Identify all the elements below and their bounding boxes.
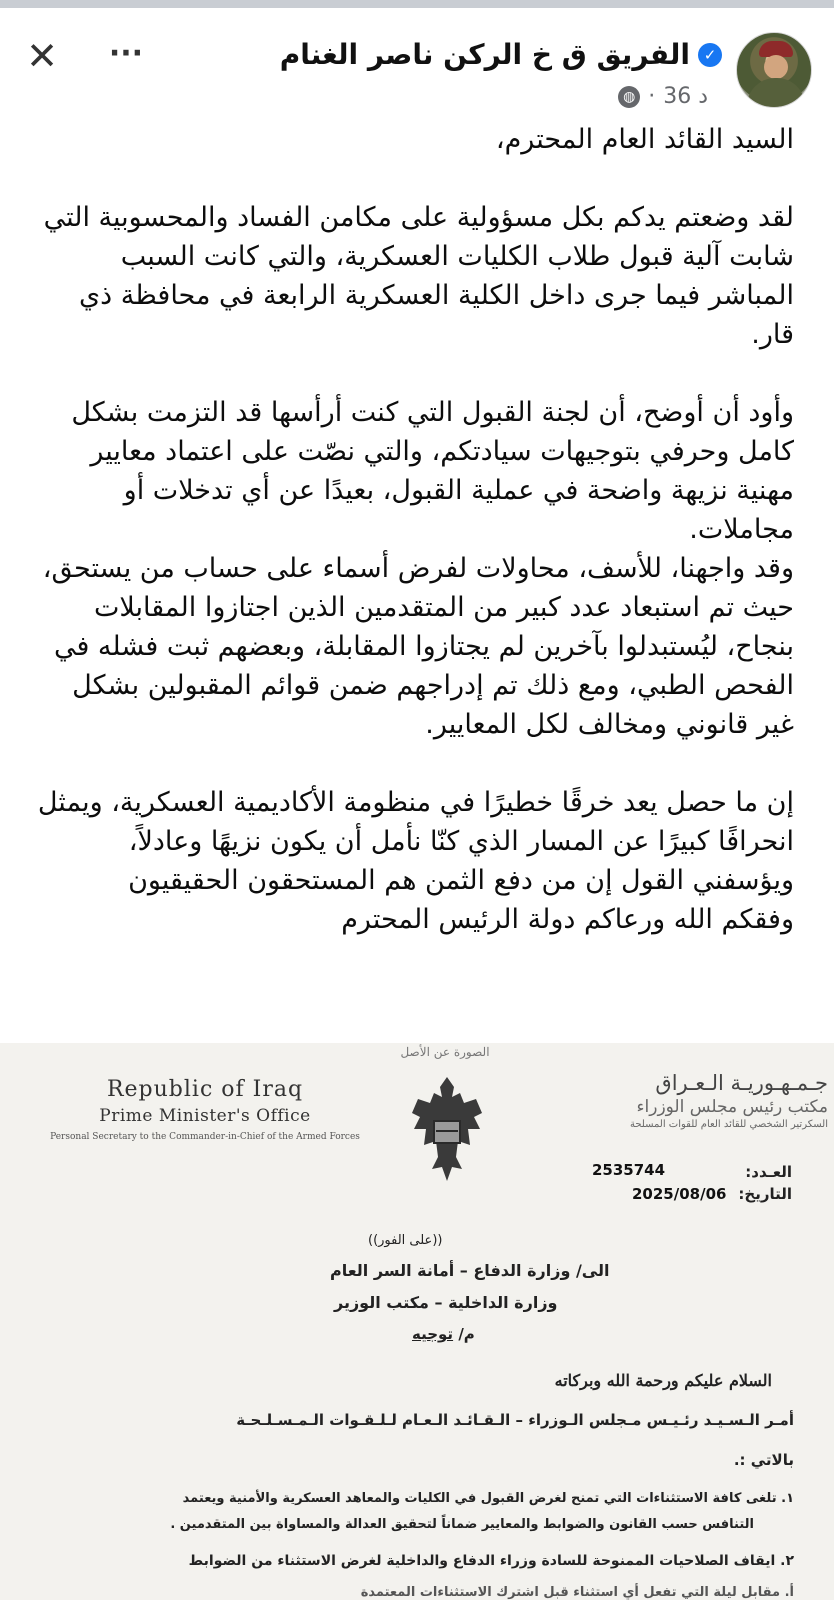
post-text — [28, 120, 794, 939]
iraq-eagle-emblem-icon — [404, 1073, 490, 1185]
post-time[interactable]: 36 د — [663, 84, 708, 109]
author-row — [280, 38, 722, 71]
document-ar-office: مكتب رئيس مجلس الوزراء — [636, 1097, 828, 1117]
document-order-line: أمـر الـسـيـد رئـيـس مـجلس الـوزراء – الـقـائـد الـعـام لـلـقـوات الـمـسـلـحـة — [236, 1411, 794, 1429]
document-date-value: 2025/08/06 — [632, 1185, 727, 1203]
document-item-1: ١. تلغى كافة الاستثناءات التي تمنح لغرض القبول في الكليات والمعاهد العسكرية والأمنية ويعتمد — [182, 1491, 794, 1506]
document-ar-title: جـمـهـوريـة الـعـراق — [655, 1071, 828, 1095]
document-subject — [412, 1325, 475, 1343]
post-paragraph: السيد القائد العام المحترم، — [495, 124, 794, 155]
document-item-1-continued: التنافس حسب القانون والضوابط والمعايير ضماناً لتحقيق العدالة والمساواة بين المتقدمين . — [170, 1517, 754, 1532]
author-name[interactable]: الفريق ق خ الركن ناصر الغنام — [279, 38, 690, 71]
document-as-follows: بالاتي :. — [733, 1451, 794, 1469]
document-recipient-2: وزارة الداخلية – مكتب الوزير — [334, 1293, 558, 1312]
document-english-header — [50, 1077, 360, 1142]
avatar[interactable] — [736, 32, 812, 108]
post-header — [0, 8, 834, 118]
meta-separator: · — [648, 84, 656, 109]
document-en-subtitle: Personal Secretary to the Commander-in-Chief of the Armed Forces — [50, 1132, 360, 1142]
document-recipient-1: الى/ وزارة الدفاع – أمانة السر العام — [330, 1261, 610, 1280]
post-paragraph: لقد وضعتم يدكم بكل مسؤولية على مكامن الفساد والمحسوبية التي شابت آلية قبول طلاب الكليات العسكرية، والتي كانت السبب المباشر فيما جرى داخل الكلية العسكرية الرابعة في محافظة ذي قار. — [43, 202, 794, 350]
post-paragraph: وفقكم الله ورعاكم دولة الرئيس المحترم — [341, 904, 794, 935]
document-subject-prefix: م/ — [458, 1325, 475, 1343]
post-paragraph: وأود أن أوضح، أن لجنة القبول التي كنت أرأسها قد التزمت بشكل كامل وحرفي بتوجيهات سيادتكم، والتي نصّت على اعتماد معايير مهنية نزيهة واضحة في عملية القبول، بعيدًا عن أي تدخلات أو مجاملات. — [71, 397, 794, 545]
document-en-title: Republic of Iraq — [106, 1077, 304, 1102]
document-top-scribble: الصورة عن الأصل — [400, 1045, 490, 1059]
verified-badge-icon: ✓ — [698, 43, 722, 67]
document-date-label: التاريخ: — [738, 1185, 792, 1203]
attached-document-image[interactable] — [0, 1043, 834, 1600]
post-paragraph: إن ما حصل يعد خرقًا خطيرًا في منظومة الأكاديمية العسكرية، ويمثل انحرافًا كبيرًا عن المسار الذي كنّا نأمل أن يكون نزيهًا وعادلاً، ويؤسفني القول إن من دفع الثمن هم المستحقون الحقيقيون — [37, 787, 794, 896]
top-strip — [0, 0, 834, 8]
globe-icon: ◍ — [618, 86, 640, 108]
more-options-icon[interactable]: ··· — [108, 36, 144, 71]
document-en-office: Prime Minister's Office — [99, 1106, 311, 1126]
document-urgent: ((على الفور)) — [368, 1233, 443, 1248]
post-meta — [618, 84, 708, 109]
document-number-label: العـدد: — [745, 1163, 792, 1181]
document-number-value: 2535744 — [592, 1161, 666, 1179]
document-ar-subtitle: السكرتير الشخصي للقائد العام للقوات المسلحة — [629, 1119, 828, 1130]
document-arabic-header — [568, 1071, 828, 1130]
document-item-2: ٢. ايقاف الصلاحيات الممنوحة للسادة وزراء الدفاع والداخلية لغرض الاستثناء من الضوابط — [188, 1553, 794, 1569]
document-subject-text: توجيه — [412, 1325, 454, 1343]
post-paragraph: وقد واجهنا، للأسف، محاولات لفرض أسماء على حساب من يستحق، حيث تم استبعاد عدد كبير من المتقدمين الذين اجتازوا المقابلات بنجاح، ليُستبدلوا بآخرين لم يجتازوا المقابلة، وبعضهم ثبت فشله في الفحص الطبي، ومع ذلك تم إدراجهم ضمن قوائم المقبولين بشكل غير قانوني ومخالف لكل المعايير. — [42, 553, 794, 740]
close-icon[interactable]: ✕ — [26, 34, 58, 78]
document-item-3: أ. مقابل ليلة التي تفعل أي استثناء قبل اشترك الاستثناءات المعتمدة — [360, 1585, 794, 1600]
document-greeting: السلام عليكم ورحمة الله وبركاته — [554, 1371, 772, 1390]
